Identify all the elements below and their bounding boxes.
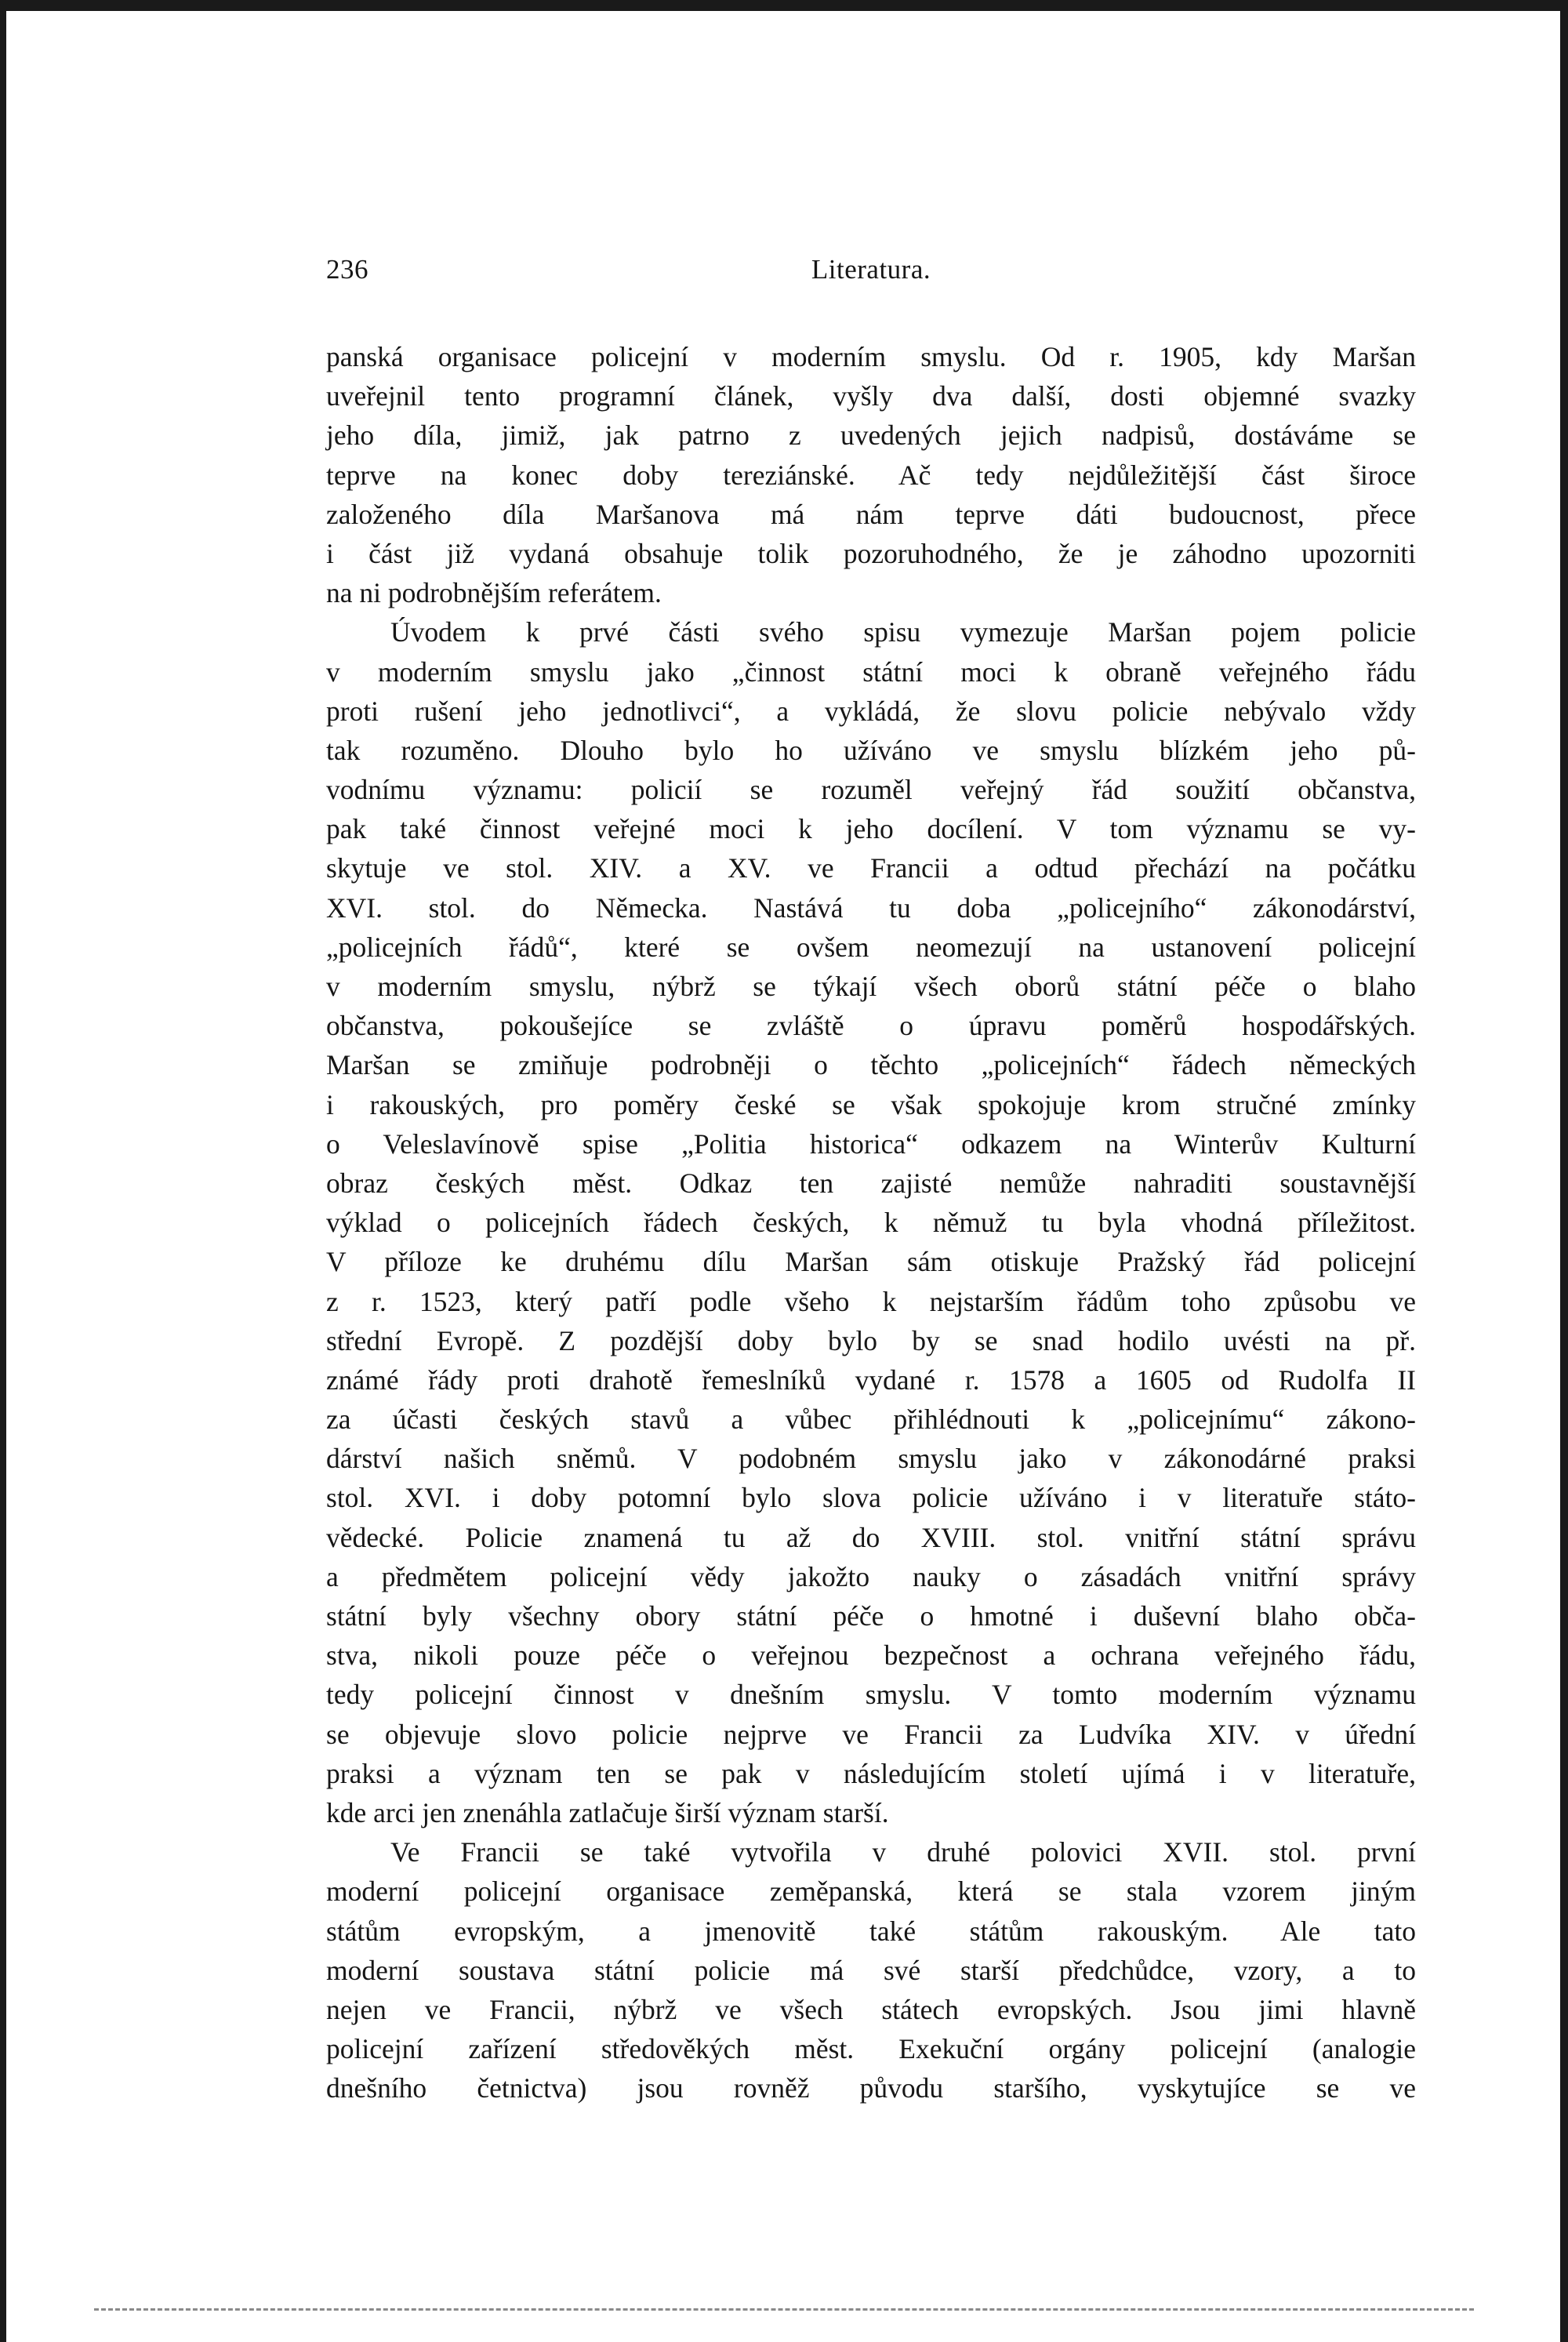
text-line: v moderním smyslu, nýbrž se týkají všech oborů státní péče o blaho: [326, 971, 1416, 1002]
text-line: dárství našich sněmů. V podobném smyslu jako v zákonodárné praksi: [326, 1443, 1416, 1475]
text-line: V příloze ke druhému dílu Maršan sám otiskuje Pražský řád policejní: [326, 1246, 1416, 1278]
text-line: tedy policejní činnost v dnešním smyslu. V tomto moderním významu: [326, 1679, 1416, 1711]
text-line: skytuje ve stol. XIV. a XV. ve Francii a odtud přechází na počátku: [326, 852, 1416, 884]
body-text: [326, 337, 1416, 2108]
text-line: tak rozuměno. Dlouho bylo ho užíváno ve smyslu blízkém jeho pů-: [326, 734, 1416, 766]
text-line: dnešního četnictva) jsou rovněž původu staršího, vyskytujíce se ve: [326, 2072, 1416, 2104]
text-line: stol. XVI. i doby potomní bylo slova policie užíváno i v literatuře státo-: [326, 1482, 1416, 1514]
text-line: proti rušení jeho jednotlivci“, a vykládá, že slovu policie nebývalo vždy: [326, 695, 1416, 727]
text-line: praksi a význam ten se pak v následujícím století ujímá i v literatuře,: [326, 1757, 1416, 1789]
text-line: teprve na konec doby tereziánské. Ač tedy nejdůležitější část široce: [326, 459, 1416, 491]
text-line: Maršan se zmiňuje podrobněji o těchto „policejních“ řádech německých: [326, 1049, 1416, 1081]
paragraph-first-line: Ve Francii se také vytvořila v druhé polovici XVII. stol. první: [390, 1836, 1416, 1868]
text-line: uveřejnil tento programní článek, vyšly dva další, dosti objemné svazky: [326, 380, 1416, 412]
scan-edge-dashes: [94, 2308, 1474, 2311]
text-line: výklad o policejních řádech českých, k němuž tu byla vhodná příležitost.: [326, 1207, 1416, 1239]
text-line: střední Evropě. Z pozdější doby bylo by se snad hodilo uvésti na př.: [326, 1324, 1416, 1356]
text-line: nejen ve Francii, nýbrž ve všech státech evropských. Jsou jimi hlavně: [326, 1993, 1416, 2025]
text-line: panská organisace policejní v moderním smyslu. Od r. 1905, kdy Maršan: [326, 341, 1416, 372]
text-line: za účasti českých stavů a vůbec přihlédnouti k „policejnímu“ zákono-: [326, 1403, 1416, 1436]
text-line: známé řády proti drahotě řemeslníků vydané r. 1578 a 1605 od Rudolfa II: [326, 1363, 1416, 1396]
text-line: policejní zařízení středověkých měst. Exekuční orgány policejní (analogie: [326, 2033, 1416, 2065]
text-line: o Veleslavínově spise „Politia historica“ odkazem na Winterův Kulturní: [326, 1127, 1416, 1160]
text-line: stva, nikoli pouze péče o veřejnou bezpečnost a ochrana veřejného řádu,: [326, 1639, 1416, 1672]
text-line: i část již vydaná obsahuje tolik pozoruhodného, že je záhodno upozorniti: [326, 537, 1416, 569]
text-line: se objevuje slovo policie nejprve ve Francii za Ludvíka XIV. v úřední: [326, 1718, 1416, 1750]
text-line: na ni podrobnějším referátem.: [326, 577, 662, 609]
text-line: státní byly všechny obory státní péče o hmotné i duševní blaho obča-: [326, 1600, 1416, 1632]
text-line: kde arci jen znenáhla zatlačuje širší význam starší.: [326, 1796, 889, 1828]
text-line: státům evropským, a jmenovitě také státům rakouským. Ale tato: [326, 1915, 1416, 1947]
text-line: „policejních řádů“, které se ovšem neomezují na ustanovení policejní: [326, 931, 1416, 963]
running-head: [326, 254, 1416, 301]
text-line: moderní soustava státní policie má své starší předchůdce, vzory, a to: [326, 1954, 1416, 1986]
text-line: z r. 1523, který patří podle všeho k nejstarším řádům toho způsobu ve: [326, 1285, 1416, 1317]
text-line: moderní policejní organisace zeměpanská, která se stala vzorem jiným: [326, 1875, 1416, 1908]
running-title: Literatura.: [811, 254, 931, 285]
text-line: pak také činnost veřejné moci k jeho docílení. V tom významu se vy-: [326, 813, 1416, 845]
text-line: vědecké. Policie znamená tu až do XVIII. stol. vnitřní státní správu: [326, 1521, 1416, 1553]
text-line: jeho díla, jimiž, jak patrno z uvedených jejich nadpisů, dostáváme se: [326, 419, 1416, 452]
text-line: v moderním smyslu jako „činnost státní moci k obraně veřejného řádu: [326, 655, 1416, 688]
page-number: 236: [326, 254, 368, 285]
text-line: a předmětem policejní vědy jakožto nauky o zásadách vnitřní správy: [326, 1560, 1416, 1592]
text-line: založeného díla Maršanova má nám teprve dáti budoucnost, přece: [326, 498, 1416, 530]
text-line: vodnímu významu: policií se rozuměl veřejný řád soužití občanstva,: [326, 774, 1416, 806]
text-line: obraz českých měst. Odkaz ten zajisté nemůže nahraditi soustavnější: [326, 1167, 1416, 1199]
text-line: i rakouských, pro poměry české se však spokojuje krom stručné zmínky: [326, 1088, 1416, 1120]
paragraph-first-line: Úvodem k prvé části svého spisu vymezuje Maršan pojem policie: [390, 616, 1416, 648]
book-page: [326, 254, 1416, 2108]
text-line: občanstva, pokoušejíce se zvláště o úpravu poměrů hospodářských.: [326, 1010, 1416, 1042]
text-line: XVI. stol. do Německa. Nastává tu doba „policejního“ zákonodárství,: [326, 891, 1416, 924]
